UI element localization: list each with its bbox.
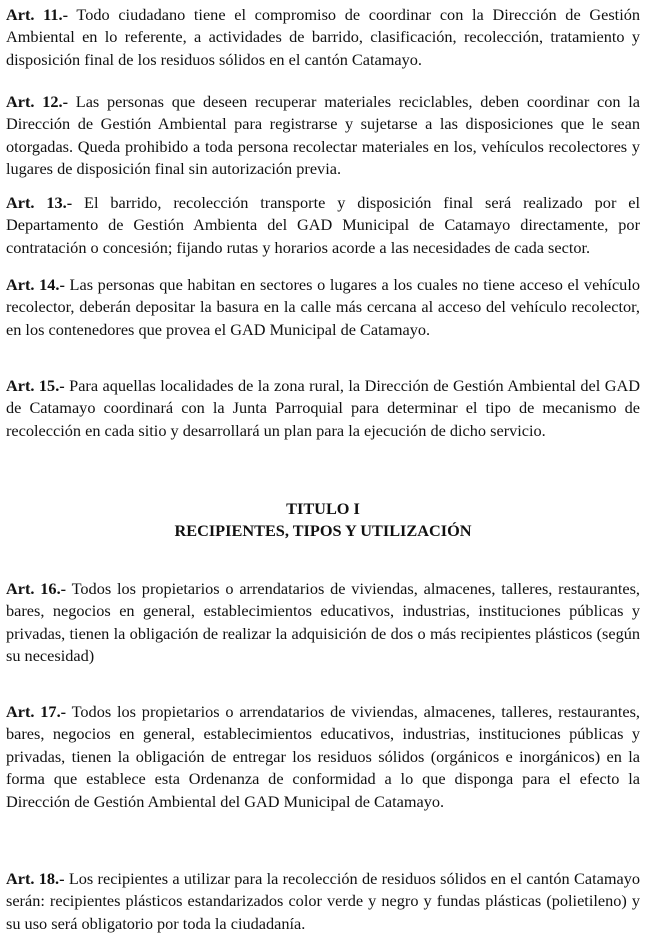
section-title: TITULO I — [286, 499, 360, 518]
article-text: Las personas que habitan en sectores o lugares a los cuales no tiene acceso el vehículo recolector, deberán depositar la basura en la calle más cercana al acceso del vehículo recolector, en los contenedores que provea el GAD Municipal de Catamayo. — [6, 275, 640, 339]
article-text: Los recipientes a utilizar para la recolección de residuos sólidos en el cantón Catamayo serán: recipientes plásticos estandarizados color verde y negro y fundas plásticas (polietileno) y su uso será obligatorio por toda la ciudadanía. — [6, 869, 640, 933]
article-number: Art. 16.- — [6, 579, 67, 598]
article-text: El barrido, recolección transporte y disposición final será realizado por el Departamento de Gestión Ambienta del GAD Municipal de Catamayo directamente, por contratación o concesión; fijando rutas y horarios acorde a las necesidades de cada sector. — [6, 193, 640, 257]
article-12 — [6, 91, 640, 181]
article-17 — [6, 701, 640, 813]
article-number: Art. 15.- — [6, 376, 65, 395]
article-text: Todos los propietarios o arrendatarios de viviendas, almacenes, talleres, restaurantes, bares, negocios en general, establecimientos educativos, industrias, instituciones públicas y privadas, tienen la obligación de realizar la adquisición de dos o más recipientes plásticos (según su necesidad) — [6, 579, 640, 666]
article-number: Art. 17.- — [6, 702, 67, 721]
article-text: Todo ciudadano tiene el compromiso de coordinar con la Dirección de Gestión Ambiental en lo referente, a actividades de barrido, clasificación, recolección, tratamiento y disposición final de los residuos sólidos en el cantón Catamayo. — [6, 5, 640, 69]
article-text: Para aquellas localidades de la zona rural, la Dirección de Gestión Ambiental del GAD de Catamayo coordinará con la Junta Parroquial para determinar el tipo de mecanismo de recolección en cada sitio y desarrollará un plan para la ejecución de dicho servicio. — [6, 376, 640, 440]
section-heading — [6, 498, 640, 543]
article-text: Todos los propietarios o arrendatarios de viviendas, almacenes, talleres, restaurantes, bares, negocios en general, establecimientos educativos, industrias, instituciones públicas y privadas, tienen la obligación de entregar los residuos sólidos (orgánicos e inorgánicos) en la forma que establece esta Ordenanza de conformidad a lo que disponga para el efecto la Dirección de Gestión Ambiental del GAD Municipal de Catamayo. — [6, 702, 640, 811]
article-number: Art. 13.- — [6, 193, 73, 212]
article-18 — [6, 868, 640, 935]
article-number: Art. 14.- — [6, 275, 65, 294]
article-13 — [6, 192, 640, 259]
article-16 — [6, 578, 640, 668]
section-subtitle: RECIPIENTES, TIPOS Y UTILIZACIÓN — [174, 521, 472, 541]
article-15 — [6, 375, 640, 442]
article-number: Art. 11.- — [6, 5, 69, 24]
article-14 — [6, 274, 640, 341]
article-text: Las personas que deseen recuperar materiales reciclables, deben coordinar con la Dirección de Gestión Ambiental para registrarse y sujetarse a las disposiciones que le sean otorgadas. Queda prohibido a toda persona recolectar materiales en los, vehículos recolectores y lugares de disposición final sin autorización previa. — [6, 92, 640, 179]
article-11 — [6, 4, 640, 71]
article-number: Art. 12.- — [6, 92, 68, 111]
article-number: Art. 18.- — [6, 869, 65, 888]
